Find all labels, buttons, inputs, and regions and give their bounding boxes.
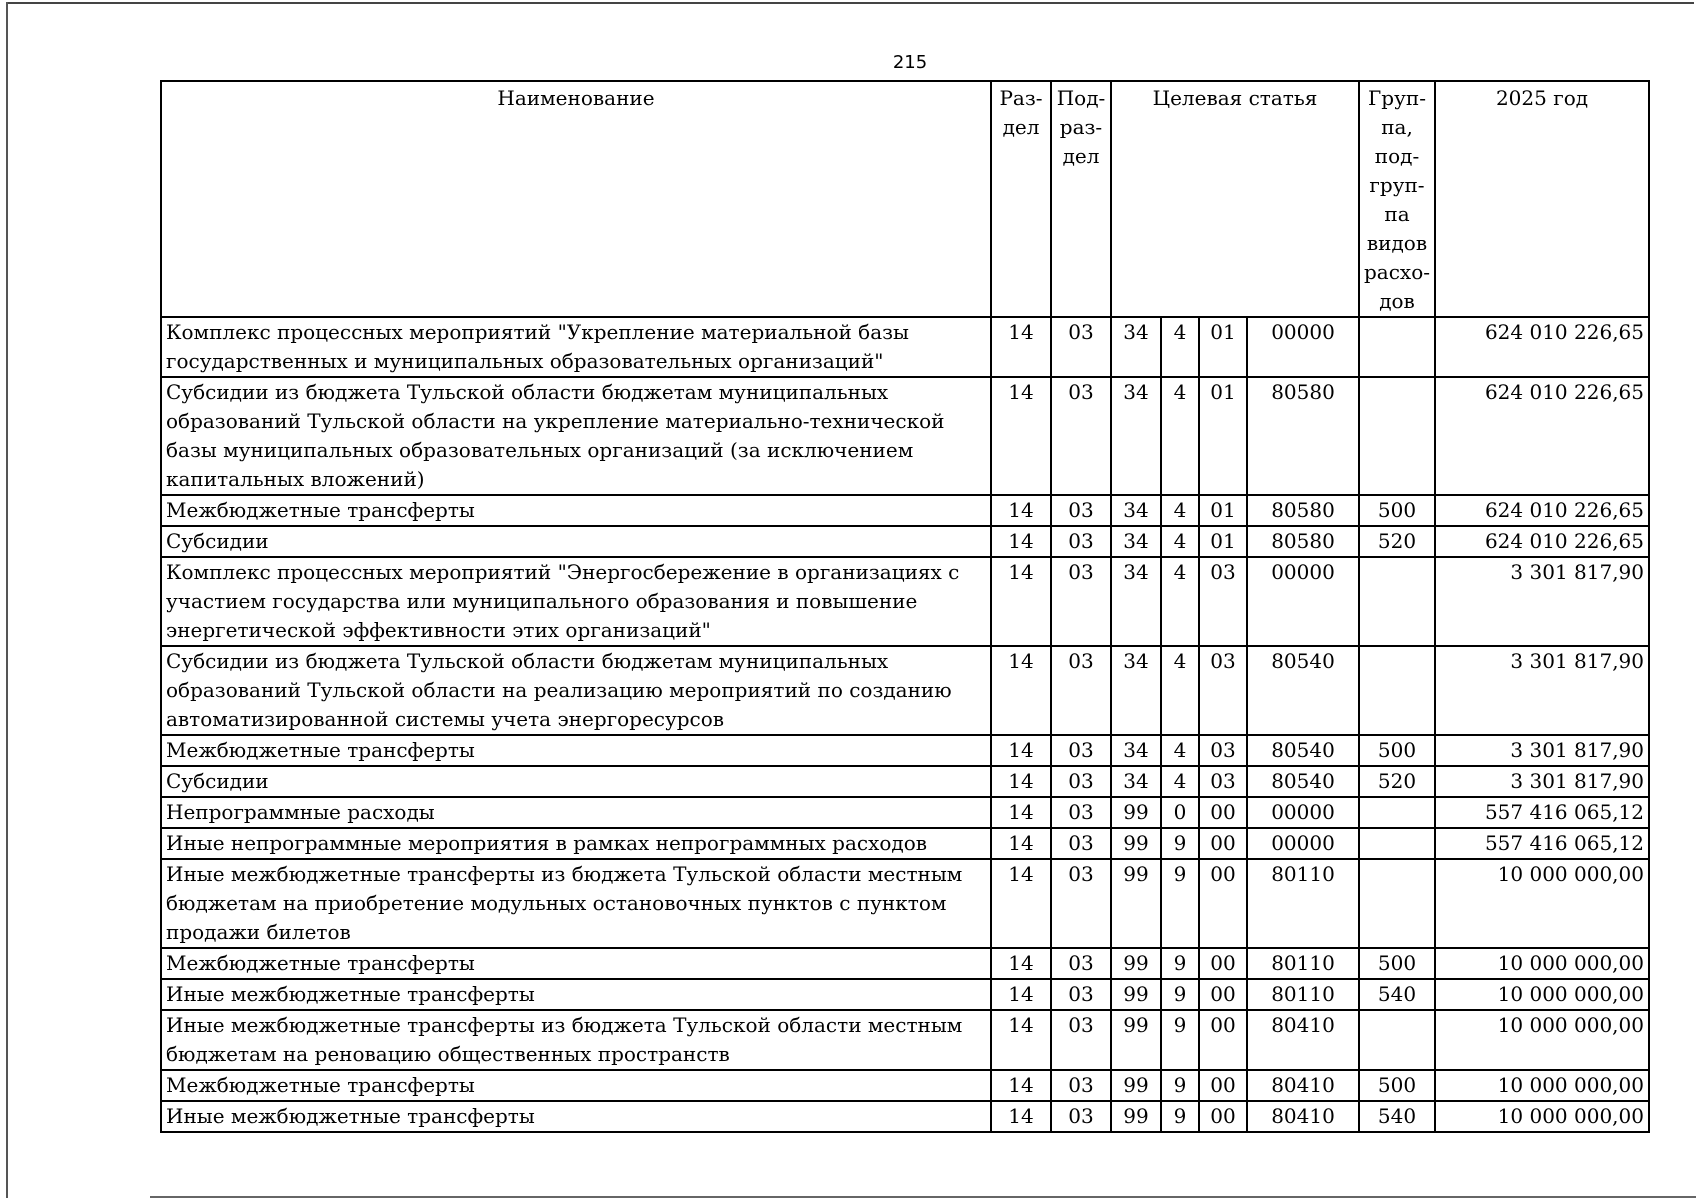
row-group: 520 <box>1359 766 1435 797</box>
row-razdel: 14 <box>991 828 1051 859</box>
row-podrazdel: 03 <box>1051 377 1111 495</box>
row-group: 500 <box>1359 735 1435 766</box>
row-razdel: 14 <box>991 646 1051 735</box>
row-target-structure: 00 <box>1199 797 1247 828</box>
table-row <box>161 948 1649 979</box>
row-target-program: 34 <box>1111 317 1161 377</box>
row-target-program: 99 <box>1111 828 1161 859</box>
row-name: Иные межбюджетные трансферты <box>161 979 991 1010</box>
row-podrazdel: 03 <box>1051 859 1111 948</box>
row-target-direction: 80410 <box>1247 1101 1359 1132</box>
header-target: Целевая статья <box>1111 81 1359 317</box>
row-target-program: 34 <box>1111 377 1161 495</box>
row-target-direction: 80580 <box>1247 377 1359 495</box>
row-podrazdel: 03 <box>1051 495 1111 526</box>
row-name: Межбюджетные трансферты <box>161 948 991 979</box>
page-number: 215 <box>892 52 928 73</box>
row-target-direction: 00000 <box>1247 797 1359 828</box>
row-group: 500 <box>1359 948 1435 979</box>
row-name: Непрограммные расходы <box>161 797 991 828</box>
row-group <box>1359 317 1435 377</box>
row-target-direction: 00000 <box>1247 557 1359 646</box>
row-group <box>1359 1010 1435 1070</box>
row-group: 520 <box>1359 526 1435 557</box>
row-razdel: 14 <box>991 766 1051 797</box>
row-name: Субсидии из бюджета Тульской области бюджетам муниципальных образований Тульской области на реализацию мероприятий по созданию автоматизированной системы учета энергоресурсов <box>161 646 991 735</box>
row-target-type: 0 <box>1161 797 1199 828</box>
row-group <box>1359 859 1435 948</box>
row-target-type: 4 <box>1161 646 1199 735</box>
row-razdel: 14 <box>991 317 1051 377</box>
row-target-direction: 80410 <box>1247 1070 1359 1101</box>
table-row <box>161 735 1649 766</box>
row-amount: 10 000 000,00 <box>1435 859 1649 948</box>
row-podrazdel: 03 <box>1051 646 1111 735</box>
row-name: Комплекс процессных мероприятий "Укрепление материальной базы государственных и муниципальных образовательных организаций" <box>161 317 991 377</box>
row-target-structure: 01 <box>1199 377 1247 495</box>
row-razdel: 14 <box>991 859 1051 948</box>
row-target-structure: 00 <box>1199 948 1247 979</box>
table-row <box>161 646 1649 735</box>
row-podrazdel: 03 <box>1051 1070 1111 1101</box>
row-target-type: 4 <box>1161 495 1199 526</box>
row-target-structure: 00 <box>1199 1010 1247 1070</box>
row-podrazdel: 03 <box>1051 735 1111 766</box>
row-target-program: 99 <box>1111 797 1161 828</box>
row-target-structure: 01 <box>1199 526 1247 557</box>
row-target-type: 4 <box>1161 317 1199 377</box>
row-target-type: 4 <box>1161 735 1199 766</box>
row-razdel: 14 <box>991 979 1051 1010</box>
row-podrazdel: 03 <box>1051 1010 1111 1070</box>
row-name: Субсидии <box>161 766 991 797</box>
table-row <box>161 766 1649 797</box>
row-group <box>1359 797 1435 828</box>
header-podrazdel: Под- раз- дел <box>1051 81 1111 317</box>
row-amount: 557 416 065,12 <box>1435 828 1649 859</box>
table-row <box>161 495 1649 526</box>
row-target-structure: 01 <box>1199 495 1247 526</box>
row-target-program: 99 <box>1111 948 1161 979</box>
row-amount: 3 301 817,90 <box>1435 735 1649 766</box>
row-target-type: 9 <box>1161 948 1199 979</box>
row-target-program: 34 <box>1111 646 1161 735</box>
row-target-program: 34 <box>1111 526 1161 557</box>
row-amount: 10 000 000,00 <box>1435 1070 1649 1101</box>
row-target-direction: 80110 <box>1247 979 1359 1010</box>
row-target-direction: 80110 <box>1247 948 1359 979</box>
row-target-direction: 80110 <box>1247 859 1359 948</box>
row-target-program: 99 <box>1111 1070 1161 1101</box>
row-podrazdel: 03 <box>1051 557 1111 646</box>
row-name: Межбюджетные трансферты <box>161 495 991 526</box>
row-target-program: 34 <box>1111 557 1161 646</box>
row-target-structure: 00 <box>1199 979 1247 1010</box>
row-amount: 624 010 226,65 <box>1435 377 1649 495</box>
table-row <box>161 979 1649 1010</box>
table-row <box>161 317 1649 377</box>
row-target-direction: 80580 <box>1247 526 1359 557</box>
row-group <box>1359 377 1435 495</box>
row-group: 540 <box>1359 1101 1435 1132</box>
row-name: Иные непрограммные мероприятия в рамках непрограммных расходов <box>161 828 991 859</box>
table-body <box>161 317 1649 1132</box>
row-amount: 624 010 226,65 <box>1435 495 1649 526</box>
row-target-program: 99 <box>1111 979 1161 1010</box>
table-row <box>161 828 1649 859</box>
row-target-direction: 80580 <box>1247 495 1359 526</box>
scan-edge-bottom <box>150 1196 1696 1198</box>
header-razdel: Раз- дел <box>991 81 1051 317</box>
row-target-structure: 00 <box>1199 828 1247 859</box>
row-target-type: 9 <box>1161 1070 1199 1101</box>
row-target-type: 9 <box>1161 979 1199 1010</box>
row-razdel: 14 <box>991 948 1051 979</box>
row-target-type: 4 <box>1161 526 1199 557</box>
row-podrazdel: 03 <box>1051 766 1111 797</box>
row-target-direction: 00000 <box>1247 317 1359 377</box>
header-row <box>161 81 1649 317</box>
row-target-type: 9 <box>1161 1010 1199 1070</box>
row-amount: 10 000 000,00 <box>1435 1010 1649 1070</box>
row-target-structure: 03 <box>1199 646 1247 735</box>
row-target-type: 9 <box>1161 828 1199 859</box>
row-amount: 10 000 000,00 <box>1435 1101 1649 1132</box>
row-target-type: 4 <box>1161 766 1199 797</box>
row-target-direction: 80540 <box>1247 735 1359 766</box>
row-target-program: 99 <box>1111 1101 1161 1132</box>
row-target-type: 9 <box>1161 859 1199 948</box>
row-target-structure: 03 <box>1199 557 1247 646</box>
row-name: Субсидии <box>161 526 991 557</box>
table-row <box>161 377 1649 495</box>
row-target-structure: 03 <box>1199 735 1247 766</box>
row-group: 500 <box>1359 1070 1435 1101</box>
row-name: Иные межбюджетные трансферты <box>161 1101 991 1132</box>
row-target-structure: 01 <box>1199 317 1247 377</box>
row-podrazdel: 03 <box>1051 317 1111 377</box>
row-razdel: 14 <box>991 1101 1051 1132</box>
table-row <box>161 1010 1649 1070</box>
row-target-type: 4 <box>1161 557 1199 646</box>
table-row <box>161 1101 1649 1132</box>
row-podrazdel: 03 <box>1051 948 1111 979</box>
row-razdel: 14 <box>991 797 1051 828</box>
row-amount: 3 301 817,90 <box>1435 557 1649 646</box>
row-razdel: 14 <box>991 495 1051 526</box>
row-group <box>1359 646 1435 735</box>
row-target-structure: 00 <box>1199 1101 1247 1132</box>
row-target-structure: 00 <box>1199 859 1247 948</box>
row-razdel: 14 <box>991 735 1051 766</box>
row-amount: 3 301 817,90 <box>1435 646 1649 735</box>
row-name: Субсидии из бюджета Тульской области бюджетам муниципальных образований Тульской области на укрепление материально-технической базы муниципальных образовательных организаций (за исключением капитальных вложений) <box>161 377 991 495</box>
row-name: Иные межбюджетные трансферты из бюджета Тульской области местным бюджетам на приобретение модульных остановочных пунктов с пунктом продажи билетов <box>161 859 991 948</box>
row-name: Межбюджетные трансферты <box>161 735 991 766</box>
header-year: 2025 год <box>1435 81 1649 317</box>
row-amount: 624 010 226,65 <box>1435 526 1649 557</box>
row-target-type: 4 <box>1161 377 1199 495</box>
table-row <box>161 859 1649 948</box>
row-razdel: 14 <box>991 1010 1051 1070</box>
row-podrazdel: 03 <box>1051 979 1111 1010</box>
row-target-direction: 80540 <box>1247 766 1359 797</box>
header-name: Наименование <box>161 81 991 317</box>
scan-edge-top <box>6 2 1694 4</box>
row-razdel: 14 <box>991 557 1051 646</box>
row-razdel: 14 <box>991 526 1051 557</box>
row-name: Иные межбюджетные трансферты из бюджета Тульской области местным бюджетам на реновацию общественных пространств <box>161 1010 991 1070</box>
row-group: 540 <box>1359 979 1435 1010</box>
row-group: 500 <box>1359 495 1435 526</box>
row-target-structure: 03 <box>1199 766 1247 797</box>
row-amount: 624 010 226,65 <box>1435 317 1649 377</box>
table-row <box>161 1070 1649 1101</box>
table-row <box>161 526 1649 557</box>
row-target-program: 99 <box>1111 859 1161 948</box>
row-amount: 10 000 000,00 <box>1435 948 1649 979</box>
row-target-type: 9 <box>1161 1101 1199 1132</box>
row-target-direction: 80410 <box>1247 1010 1359 1070</box>
row-razdel: 14 <box>991 1070 1051 1101</box>
row-podrazdel: 03 <box>1051 797 1111 828</box>
row-target-program: 34 <box>1111 495 1161 526</box>
row-target-direction: 00000 <box>1247 828 1359 859</box>
row-razdel: 14 <box>991 377 1051 495</box>
row-target-direction: 80540 <box>1247 646 1359 735</box>
row-amount: 10 000 000,00 <box>1435 979 1649 1010</box>
header-group: Груп- па, под- груп- па видов расхо- дов <box>1359 81 1435 317</box>
row-target-program: 34 <box>1111 766 1161 797</box>
row-podrazdel: 03 <box>1051 828 1111 859</box>
row-podrazdel: 03 <box>1051 526 1111 557</box>
scan-edge-left <box>6 2 8 1198</box>
table-row <box>161 557 1649 646</box>
row-target-structure: 00 <box>1199 1070 1247 1101</box>
table-row <box>161 797 1649 828</box>
row-group <box>1359 557 1435 646</box>
row-group <box>1359 828 1435 859</box>
row-target-program: 99 <box>1111 1010 1161 1070</box>
row-target-program: 34 <box>1111 735 1161 766</box>
row-name: Межбюджетные трансферты <box>161 1070 991 1101</box>
row-amount: 557 416 065,12 <box>1435 797 1649 828</box>
row-amount: 3 301 817,90 <box>1435 766 1649 797</box>
row-name: Комплекс процессных мероприятий "Энергосбережение в организациях с участием государства или муниципального образования и повышение энергетической эффективности этих организаций" <box>161 557 991 646</box>
budget-table <box>160 80 1650 1133</box>
row-podrazdel: 03 <box>1051 1101 1111 1132</box>
